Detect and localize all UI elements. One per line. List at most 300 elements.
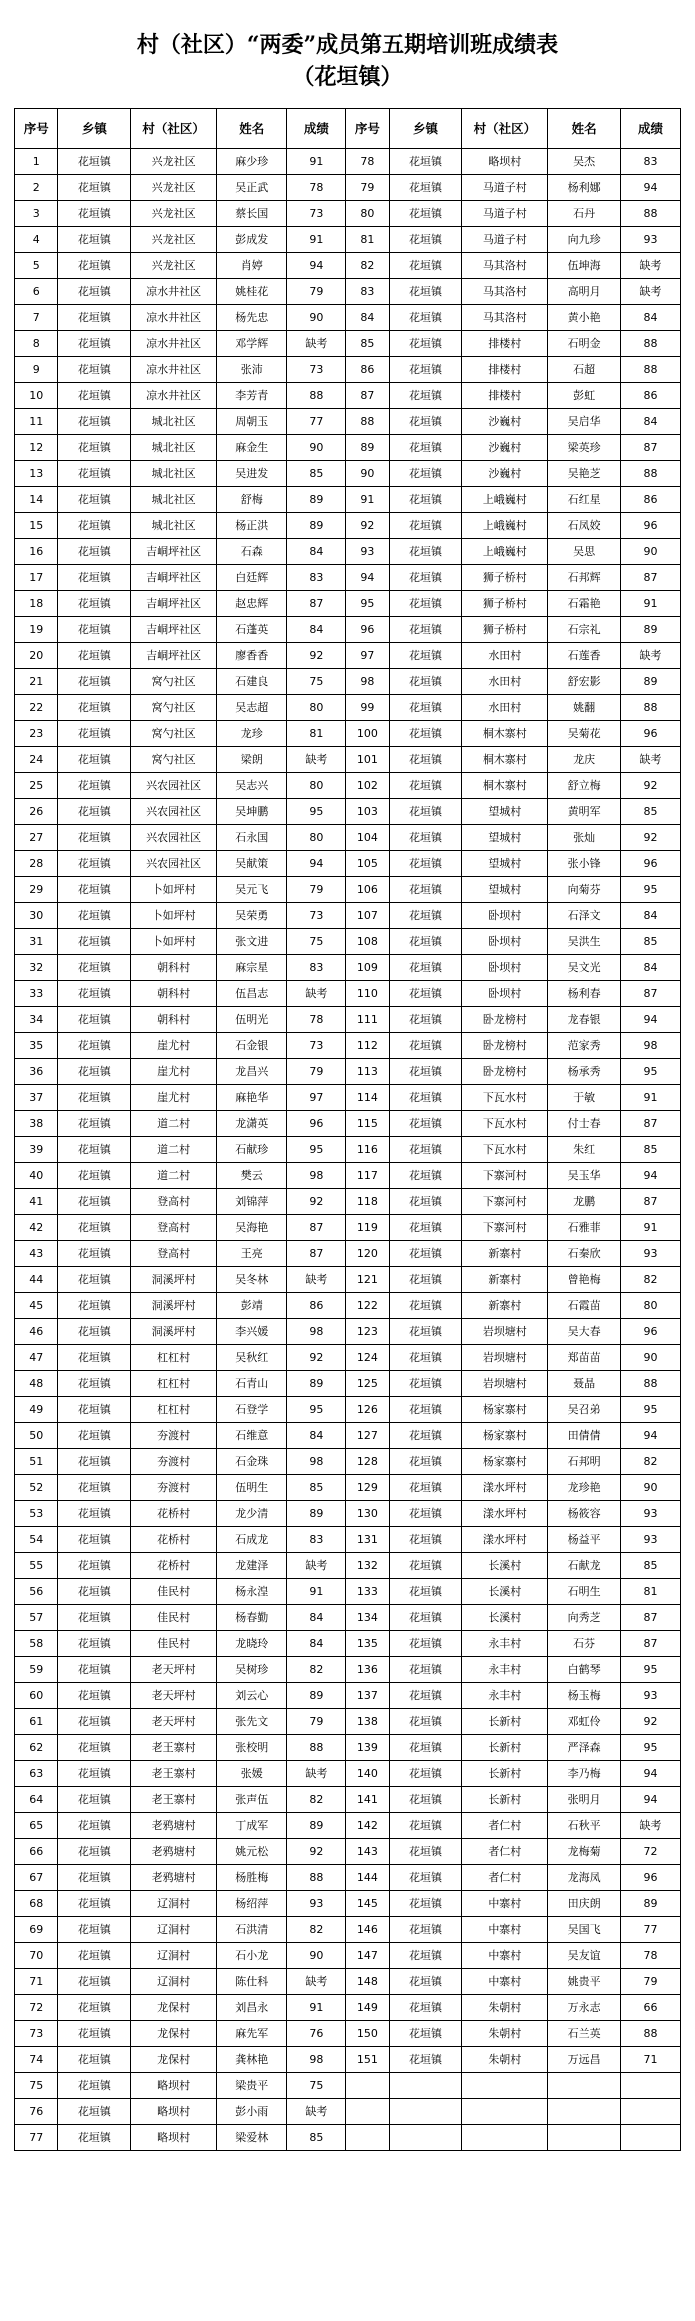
cell-name: 石洪清: [217, 1917, 287, 1943]
cell-seq: 29: [15, 877, 58, 903]
cell-village: 夯渡村: [131, 1423, 217, 1449]
cell-name: 张校明: [217, 1735, 287, 1761]
cell-seq: 138: [346, 1709, 389, 1735]
cell-seq: 35: [15, 1033, 58, 1059]
cell-township: 花垣镇: [389, 773, 462, 799]
cell-score: 缺考: [287, 331, 346, 357]
cell-township: 花垣镇: [58, 435, 131, 461]
cell-score: 93: [621, 1501, 681, 1527]
cell-seq: 47: [15, 1345, 58, 1371]
cell-score: 85: [287, 2125, 346, 2151]
table-row: [15, 357, 681, 383]
cell-village: 卜如坪村: [131, 877, 217, 903]
cell-township: 花垣镇: [58, 591, 131, 617]
cell-township: 花垣镇: [389, 539, 462, 565]
cell-name: 石芬: [548, 1631, 621, 1657]
cell-name: 张声伍: [217, 1787, 287, 1813]
cell-village: 桐木寨村: [462, 747, 548, 773]
cell-name: [548, 2125, 621, 2151]
cell-township: 花垣镇: [389, 565, 462, 591]
cell-township: 花垣镇: [389, 383, 462, 409]
cell-name: 伍坤海: [548, 253, 621, 279]
cell-score: 84: [287, 1423, 346, 1449]
cell-score: 92: [621, 1709, 681, 1735]
cell-village: 马道子村: [462, 227, 548, 253]
cell-village: 卧龙榜村: [462, 1033, 548, 1059]
cell-township: 花垣镇: [58, 305, 131, 331]
cell-seq: 140: [346, 1761, 389, 1787]
table-row: [15, 721, 681, 747]
cell-township: 花垣镇: [389, 929, 462, 955]
cell-village: 漾水坪村: [462, 1527, 548, 1553]
cell-village: 凉水井社区: [131, 331, 217, 357]
cell-township: 花垣镇: [58, 1579, 131, 1605]
cell-name: 龙庆: [548, 747, 621, 773]
cell-score: 94: [621, 175, 681, 201]
cell-name: 杨永湟: [217, 1579, 287, 1605]
cell-seq: 28: [15, 851, 58, 877]
cell-seq: 55: [15, 1553, 58, 1579]
cell-score: 87: [287, 591, 346, 617]
table-row: [15, 669, 681, 695]
cell-name: 聂晶: [548, 1371, 621, 1397]
cell-seq: 97: [346, 643, 389, 669]
cell-score: 87: [287, 1215, 346, 1241]
cell-seq: 107: [346, 903, 389, 929]
cell-score: 89: [287, 1813, 346, 1839]
cell-township: 花垣镇: [58, 1267, 131, 1293]
cell-seq: 115: [346, 1111, 389, 1137]
cell-score: 79: [287, 279, 346, 305]
table-row: [15, 1397, 681, 1423]
cell-score: 93: [287, 1891, 346, 1917]
cell-village: 夯渡村: [131, 1475, 217, 1501]
cell-village: 崖尤村: [131, 1059, 217, 1085]
table-body: [15, 149, 681, 2151]
cell-score: [621, 2099, 681, 2125]
cell-township: 花垣镇: [389, 435, 462, 461]
table-row: [15, 617, 681, 643]
cell-village: [462, 2125, 548, 2151]
cell-village: 老王寨村: [131, 1761, 217, 1787]
cell-village: 者仁村: [462, 1813, 548, 1839]
cell-township: 花垣镇: [389, 1891, 462, 1917]
cell-village: 兴农园社区: [131, 851, 217, 877]
cell-village: 长溪村: [462, 1553, 548, 1579]
cell-name: 龙潇英: [217, 1111, 287, 1137]
cell-village: 老鸦塘村: [131, 1813, 217, 1839]
cell-score: 96: [621, 1319, 681, 1345]
cell-seq: 14: [15, 487, 58, 513]
cell-township: 花垣镇: [389, 1085, 462, 1111]
cell-name: 刘锦萍: [217, 1189, 287, 1215]
cell-name: 吴启华: [548, 409, 621, 435]
table-row: [15, 695, 681, 721]
cell-name: 石丹: [548, 201, 621, 227]
cell-name: 麻先军: [217, 2021, 287, 2047]
cell-name: 吴冬林: [217, 1267, 287, 1293]
cell-score: 96: [621, 1865, 681, 1891]
cell-township: 花垣镇: [389, 175, 462, 201]
cell-score: 79: [287, 1059, 346, 1085]
cell-seq: 132: [346, 1553, 389, 1579]
cell-name: 石献珍: [217, 1137, 287, 1163]
cell-township: 花垣镇: [58, 1111, 131, 1137]
cell-village: 窝勺社区: [131, 721, 217, 747]
cell-seq: 148: [346, 1969, 389, 1995]
cell-score: 缺考: [621, 1813, 681, 1839]
cell-township: 花垣镇: [58, 1891, 131, 1917]
cell-township: 花垣镇: [389, 1215, 462, 1241]
cell-village: 朱朝村: [462, 2047, 548, 2073]
cell-score: 89: [287, 487, 346, 513]
cell-seq: 9: [15, 357, 58, 383]
cell-name: 梁英珍: [548, 435, 621, 461]
cell-township: 花垣镇: [58, 1007, 131, 1033]
cell-seq: 57: [15, 1605, 58, 1631]
cell-township: 花垣镇: [58, 981, 131, 1007]
cell-village: 兴龙社区: [131, 227, 217, 253]
cell-name: 石邦辉: [548, 565, 621, 591]
cell-township: 花垣镇: [389, 1969, 462, 1995]
cell-village: 老天坪村: [131, 1709, 217, 1735]
table-row: [15, 565, 681, 591]
cell-score: 73: [287, 1033, 346, 1059]
cell-name: 李兴媛: [217, 1319, 287, 1345]
cell-village: [462, 2099, 548, 2125]
cell-score: 66: [621, 1995, 681, 2021]
cell-township: 花垣镇: [389, 747, 462, 773]
cell-name: 姚翻: [548, 695, 621, 721]
cell-score: 90: [621, 1345, 681, 1371]
cell-village: 下瓦水村: [462, 1085, 548, 1111]
cell-village: 桐木寨村: [462, 773, 548, 799]
cell-score: 87: [287, 1241, 346, 1267]
cell-seq: 110: [346, 981, 389, 1007]
table-row: [15, 1969, 681, 1995]
cell-score: 89: [621, 617, 681, 643]
cell-seq: 15: [15, 513, 58, 539]
cell-name: 杨胜梅: [217, 1865, 287, 1891]
cell-seq: 33: [15, 981, 58, 1007]
header-seq: 序号: [346, 109, 389, 149]
cell-score: 92: [287, 643, 346, 669]
cell-name: 白廷辉: [217, 565, 287, 591]
cell-score: 88: [621, 201, 681, 227]
cell-village: 狮子桥村: [462, 565, 548, 591]
cell-name: 龙梅菊: [548, 1839, 621, 1865]
table-row: [15, 409, 681, 435]
cell-score: 95: [621, 877, 681, 903]
cell-name: 吴海艳: [217, 1215, 287, 1241]
cell-name: 石蓬英: [217, 617, 287, 643]
cell-score: 95: [287, 1137, 346, 1163]
cell-seq: 69: [15, 1917, 58, 1943]
cell-seq: 109: [346, 955, 389, 981]
cell-name: 向九珍: [548, 227, 621, 253]
cell-name: 张文进: [217, 929, 287, 955]
table-row: [15, 331, 681, 357]
cell-township: 花垣镇: [389, 1111, 462, 1137]
cell-seq: 136: [346, 1657, 389, 1683]
cell-township: 花垣镇: [58, 1969, 131, 1995]
cell-village: 马其洛村: [462, 253, 548, 279]
table-row: [15, 1189, 681, 1215]
cell-seq: 6: [15, 279, 58, 305]
table-row: [15, 1449, 681, 1475]
cell-village: 登高村: [131, 1215, 217, 1241]
cell-score: 90: [287, 1943, 346, 1969]
cell-seq: 108: [346, 929, 389, 955]
cell-seq: 60: [15, 1683, 58, 1709]
cell-score: 77: [621, 1917, 681, 1943]
table-row: [15, 201, 681, 227]
cell-township: 花垣镇: [389, 1137, 462, 1163]
cell-seq: 123: [346, 1319, 389, 1345]
cell-name: 吴友谊: [548, 1943, 621, 1969]
cell-village: 朱朝村: [462, 1995, 548, 2021]
cell-seq: 91: [346, 487, 389, 513]
cell-village: 卜如坪村: [131, 929, 217, 955]
cell-name: 田倩倩: [548, 1423, 621, 1449]
cell-name: 石泽文: [548, 903, 621, 929]
cell-village: 花桥村: [131, 1553, 217, 1579]
cell-score: 88: [287, 1735, 346, 1761]
cell-score: 91: [621, 1085, 681, 1111]
cell-seq: 73: [15, 2021, 58, 2047]
cell-name: 曾艳梅: [548, 1267, 621, 1293]
cell-township: 花垣镇: [389, 1683, 462, 1709]
cell-township: 花垣镇: [389, 695, 462, 721]
cell-score: 88: [621, 695, 681, 721]
table-row: [15, 1059, 681, 1085]
cell-score: 95: [621, 1735, 681, 1761]
cell-seq: 23: [15, 721, 58, 747]
cell-name: 杨正洪: [217, 513, 287, 539]
cell-score: 78: [287, 175, 346, 201]
cell-score: 89: [287, 1371, 346, 1397]
cell-seq: 90: [346, 461, 389, 487]
cell-village: 上峨巍村: [462, 539, 548, 565]
cell-township: 花垣镇: [389, 955, 462, 981]
cell-seq: 127: [346, 1423, 389, 1449]
cell-score: 92: [287, 1189, 346, 1215]
cell-name: 黄小艳: [548, 305, 621, 331]
cell-village: 朝科村: [131, 1007, 217, 1033]
cell-township: 花垣镇: [389, 1787, 462, 1813]
cell-township: 花垣镇: [58, 1865, 131, 1891]
cell-name: 麻少珍: [217, 149, 287, 175]
cell-seq: 113: [346, 1059, 389, 1085]
cell-seq: 124: [346, 1345, 389, 1371]
cell-township: 花垣镇: [58, 383, 131, 409]
cell-seq: 2: [15, 175, 58, 201]
cell-score: 83: [287, 1527, 346, 1553]
cell-village: 下瓦水村: [462, 1137, 548, 1163]
cell-score: 75: [287, 669, 346, 695]
cell-village: 岩坝塘村: [462, 1371, 548, 1397]
table-row: [15, 1891, 681, 1917]
cell-village: 兴农园社区: [131, 825, 217, 851]
cell-village: 卧坝村: [462, 903, 548, 929]
cell-name: 石明金: [548, 331, 621, 357]
cell-score: 96: [621, 851, 681, 877]
table-row: [15, 539, 681, 565]
cell-name: 杨筱容: [548, 1501, 621, 1527]
cell-score: 90: [287, 435, 346, 461]
cell-seq: 100: [346, 721, 389, 747]
cell-score: 84: [287, 617, 346, 643]
cell-score: 95: [621, 1657, 681, 1683]
cell-score: 94: [621, 1163, 681, 1189]
cell-name: 丁成军: [217, 1813, 287, 1839]
table-row: [15, 2099, 681, 2125]
cell-score: 缺考: [287, 1553, 346, 1579]
table-row: [15, 305, 681, 331]
cell-name: 于敏: [548, 1085, 621, 1111]
cell-township: 花垣镇: [58, 643, 131, 669]
cell-village: 城北社区: [131, 461, 217, 487]
cell-seq: 56: [15, 1579, 58, 1605]
cell-score: 84: [621, 305, 681, 331]
table-row: [15, 1475, 681, 1501]
cell-township: 花垣镇: [58, 1085, 131, 1111]
cell-name: 吴树珍: [217, 1657, 287, 1683]
cell-village: 中寨村: [462, 1891, 548, 1917]
table-row: [15, 1033, 681, 1059]
cell-township: 花垣镇: [58, 617, 131, 643]
cell-name: 肖婷: [217, 253, 287, 279]
cell-name: 石雅菲: [548, 1215, 621, 1241]
cell-village: 老天坪村: [131, 1657, 217, 1683]
cell-score: 86: [621, 383, 681, 409]
cell-name: 彭靖: [217, 1293, 287, 1319]
cell-name: 石森: [217, 539, 287, 565]
cell-score: 76: [287, 2021, 346, 2047]
cell-seq: 147: [346, 1943, 389, 1969]
cell-village: 吉峒坪社区: [131, 565, 217, 591]
cell-township: 花垣镇: [58, 799, 131, 825]
cell-seq: 93: [346, 539, 389, 565]
cell-name: 赵忠辉: [217, 591, 287, 617]
cell-township: 花垣镇: [389, 799, 462, 825]
cell-seq: 20: [15, 643, 58, 669]
cell-township: 花垣镇: [389, 1917, 462, 1943]
cell-name: 吴杰: [548, 149, 621, 175]
score-table: [14, 108, 681, 2151]
cell-name: 石霜艳: [548, 591, 621, 617]
cell-village: 上峨巍村: [462, 487, 548, 513]
cell-village: 老鸦塘村: [131, 1865, 217, 1891]
cell-village: 杨家寨村: [462, 1397, 548, 1423]
cell-name: 伍明生: [217, 1475, 287, 1501]
cell-township: 花垣镇: [389, 1735, 462, 1761]
table-row: [15, 643, 681, 669]
cell-township: 花垣镇: [58, 279, 131, 305]
cell-township: 花垣镇: [389, 1241, 462, 1267]
cell-name: 邓虹伶: [548, 1709, 621, 1735]
cell-name: 彭虹: [548, 383, 621, 409]
cell-village: 花桥村: [131, 1527, 217, 1553]
table-row: [15, 825, 681, 851]
table-row: [15, 1319, 681, 1345]
cell-seq: 61: [15, 1709, 58, 1735]
cell-village: 排楼村: [462, 357, 548, 383]
cell-township: 花垣镇: [389, 409, 462, 435]
cell-name: 邓学辉: [217, 331, 287, 357]
title-line-1: 村（社区）“两委”成员第五期培训班成绩表: [136, 32, 559, 58]
cell-score: 80: [621, 1293, 681, 1319]
cell-name: 高明月: [548, 279, 621, 305]
cell-score: 89: [287, 513, 346, 539]
cell-village: 窝勺社区: [131, 695, 217, 721]
cell-seq: 121: [346, 1267, 389, 1293]
cell-seq: 144: [346, 1865, 389, 1891]
table-row: [15, 799, 681, 825]
cell-seq: 87: [346, 383, 389, 409]
cell-seq: 11: [15, 409, 58, 435]
cell-name: 张先文: [217, 1709, 287, 1735]
cell-score: 87: [621, 1631, 681, 1657]
cell-village: 排楼村: [462, 383, 548, 409]
cell-name: 吴大春: [548, 1319, 621, 1345]
cell-township: [389, 2125, 462, 2151]
cell-township: 花垣镇: [58, 1293, 131, 1319]
cell-township: 花垣镇: [389, 1995, 462, 2021]
table-row: [15, 253, 681, 279]
header-score: 成绩: [287, 109, 346, 149]
cell-seq: 43: [15, 1241, 58, 1267]
cell-score: 84: [287, 1631, 346, 1657]
cell-seq: 145: [346, 1891, 389, 1917]
cell-township: 花垣镇: [58, 1787, 131, 1813]
cell-village: 岩坝塘村: [462, 1345, 548, 1371]
cell-seq: 67: [15, 1865, 58, 1891]
cell-name: 伍明光: [217, 1007, 287, 1033]
header-township: 乡镇: [389, 109, 462, 149]
cell-name: 伍昌志: [217, 981, 287, 1007]
cell-township: 花垣镇: [389, 1033, 462, 1059]
cell-name: 刘云心: [217, 1683, 287, 1709]
cell-name: 石兰英: [548, 2021, 621, 2047]
table-header-row: [15, 109, 681, 149]
cell-score: 77: [287, 409, 346, 435]
cell-seq: 42: [15, 1215, 58, 1241]
cell-seq: 106: [346, 877, 389, 903]
cell-seq: 52: [15, 1475, 58, 1501]
cell-seq: 119: [346, 1215, 389, 1241]
cell-village: 杨家寨村: [462, 1423, 548, 1449]
cell-name: 杨绍萍: [217, 1891, 287, 1917]
cell-score: 95: [287, 799, 346, 825]
cell-score: 88: [621, 2021, 681, 2047]
cell-village: 道二村: [131, 1163, 217, 1189]
cell-village: 登高村: [131, 1241, 217, 1267]
cell-township: 花垣镇: [58, 1917, 131, 1943]
cell-score: 94: [287, 253, 346, 279]
cell-village: 吉峒坪社区: [131, 617, 217, 643]
cell-score: 87: [621, 1605, 681, 1631]
cell-name: 李乃梅: [548, 1761, 621, 1787]
cell-township: 花垣镇: [58, 1995, 131, 2021]
cell-name: 麻宗星: [217, 955, 287, 981]
cell-village: [462, 2073, 548, 2099]
cell-name: 石凤姣: [548, 513, 621, 539]
cell-township: 花垣镇: [58, 929, 131, 955]
cell-village: 老鸦塘村: [131, 1839, 217, 1865]
cell-township: 花垣镇: [389, 721, 462, 747]
cell-seq: 88: [346, 409, 389, 435]
